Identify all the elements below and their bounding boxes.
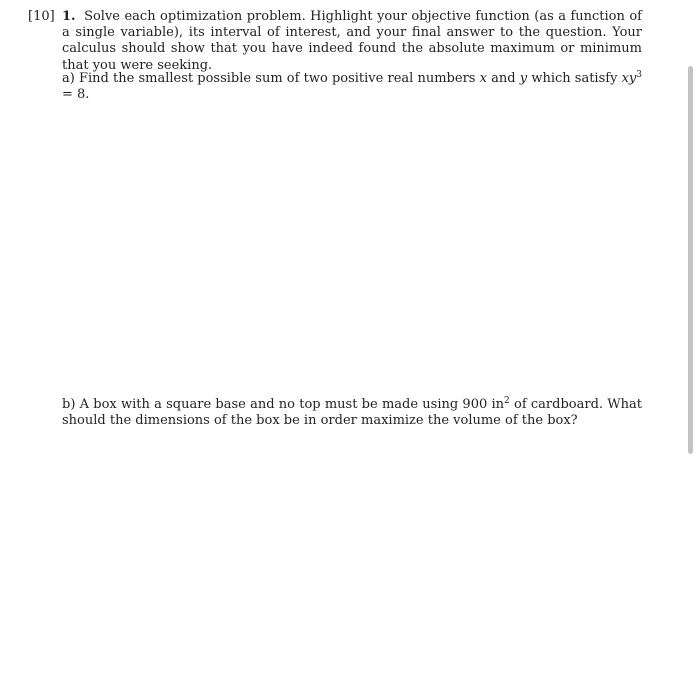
constraint-rhs: = 8. <box>62 87 90 103</box>
var-y: y <box>519 71 528 86</box>
part-a-text: a) Find the smallest possible sum of two positive real numbers <box>62 71 476 86</box>
vertical-scrollbar[interactable] <box>688 66 693 454</box>
part-b-text-rest: of cardboard. What should the dimensions of the box be in order maximize the volume of the box? <box>62 397 642 429</box>
part-b-text: b) A box with a square base and no top must be made using 900 in <box>62 397 505 412</box>
problem-instructions: Solve each optimization problem. Highlight your objective function (as a function of a single variable), its interval of interest, and your final answer to the question. Your calculus should show that you have indeed found the absolute maximum or minimum that you were seeking. <box>62 9 642 73</box>
problem-number: 1. <box>62 9 76 24</box>
constraint-lhs: xy <box>621 71 637 86</box>
part-a-which: which satisfy <box>531 71 618 86</box>
constraint-exponent: 3 <box>636 70 643 80</box>
part-b <box>62 397 642 429</box>
point-value: [10] <box>28 9 55 24</box>
problem-statement <box>62 9 642 74</box>
part-a <box>62 71 642 103</box>
var-x: x <box>479 71 487 86</box>
unit-exponent: 2 <box>504 396 510 406</box>
part-a-and: and <box>491 71 516 86</box>
